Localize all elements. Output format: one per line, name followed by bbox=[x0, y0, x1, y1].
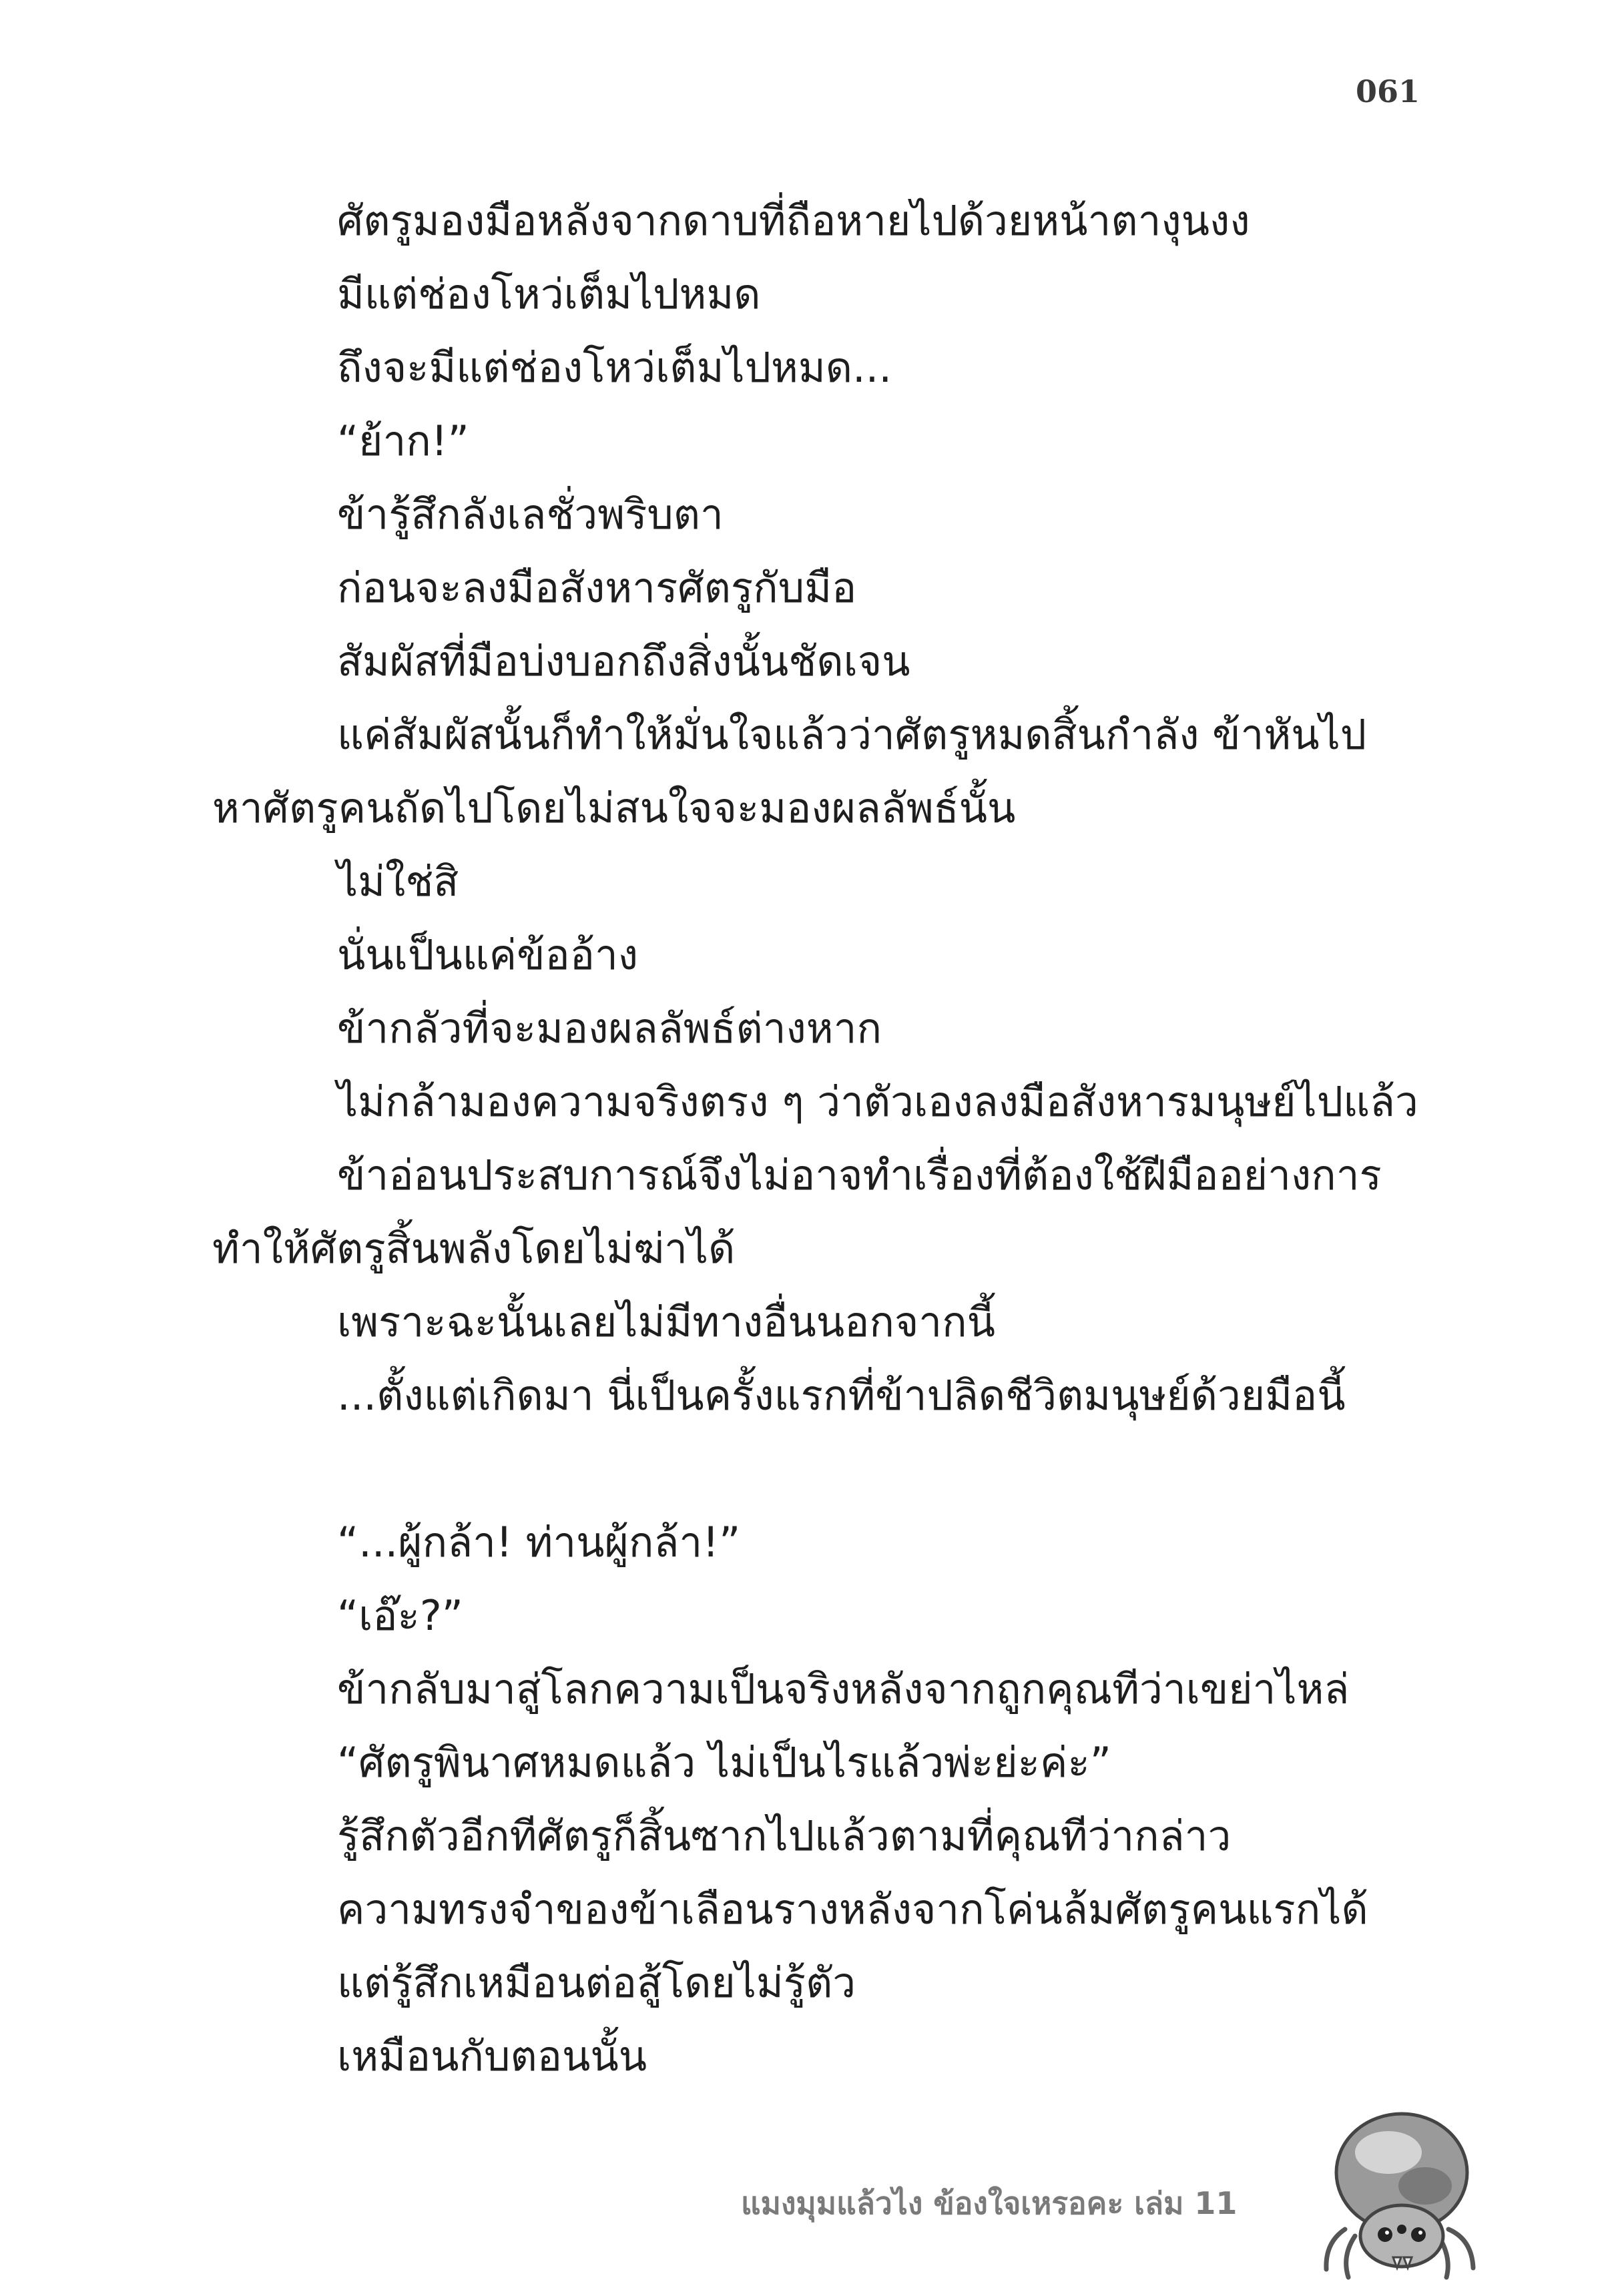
text-line: ข้ารู้สึกลังเลชั่วพริบตา bbox=[337, 490, 724, 539]
spider-mascot-icon bbox=[1318, 2102, 1485, 2283]
book-title-footer: แมงมุมแล้วไง ข้องใจเหรอคะ เล่ม 11 bbox=[741, 2185, 1238, 2221]
text-line: ข้าอ่อนประสบการณ์จึงไม่อาจทำเรื่องที่ต้องใช้ฝีมืออย่างการ bbox=[337, 1151, 1382, 1199]
text-line: “ย้าก!” bbox=[337, 416, 469, 465]
text-line: “ศัตรูพินาศหมดแล้ว ไม่เป็นไรแล้วพ่ะย่ะค่ะ” bbox=[337, 1738, 1111, 1787]
text-line: “เอ๊ะ?” bbox=[337, 1591, 463, 1640]
text-line: ไม่กล้ามองความจริงตรง ๆ ว่าตัวเองลงมือสังหารมนุษย์ไปแล้ว bbox=[337, 1077, 1418, 1126]
text-line: ก่อนจะลงมือสังหารศัตรูกับมือ bbox=[337, 563, 857, 612]
text-line: ...ตั้งแต่เกิดมา นี่เป็นครั้งแรกที่ข้าปลิดชีวิตมนุษย์ด้วยมือนี้ bbox=[337, 1371, 1346, 1420]
text-line: ศัตรูมองมือหลังจากดาบที่ถือหายไปด้วยหน้าตางุนงง bbox=[337, 196, 1250, 245]
text-line: ทำให้ศัตรูสิ้นพลังโดยไม่ฆ่าได้ bbox=[212, 1224, 736, 1273]
text-line: สัมผัสที่มือบ่งบอกถึงสิ่งนั้นชัดเจน bbox=[337, 637, 910, 685]
text-line: ข้ากลัวที่จะมองผลลัพธ์ต่างหาก bbox=[337, 1004, 882, 1053]
text-line: นั่นเป็นแค่ข้ออ้าง bbox=[337, 930, 639, 979]
text-line: รู้สึกตัวอีกทีศัตรูก็สิ้นซากไปแล้วตามที่คุณทีว่ากล่าว bbox=[337, 1811, 1232, 1860]
text-line: แต่รู้สึกเหมือนต่อสู้โดยไม่รู้ตัว bbox=[337, 1958, 856, 2007]
text-line: มีแต่ช่องโหว่เต็มไปหมด bbox=[337, 270, 761, 318]
text-line: แค่สัมผัสนั้นก็ทำให้มั่นใจแล้วว่าศัตรูหมดสิ้นกำลัง ข้าหันไป bbox=[337, 710, 1367, 759]
page-number: 061 bbox=[1355, 73, 1420, 109]
text-line: ข้ากลับมาสู่โลกความเป็นจริงหลังจากถูกคุณทีว่าเขย่าไหล่ bbox=[337, 1665, 1350, 1713]
text-line: ไม่ใช่สิ bbox=[337, 857, 459, 906]
text-line: “...ผู้กล้า! ท่านผู้กล้า!” bbox=[337, 1518, 741, 1566]
text-line: หาศัตรูคนถัดไปโดยไม่สนใจจะมองผลลัพธ์นั้น bbox=[212, 784, 1016, 832]
text-line: เหมือนกับตอนนั้น bbox=[337, 2032, 647, 2080]
text-line: ความทรงจำของข้าเลือนรางหลังจากโค่นล้มศัตรูคนแรกได้ bbox=[337, 1885, 1368, 1934]
text-line: เพราะฉะนั้นเลยไม่มีทางอื่นนอกจากนี้ bbox=[337, 1298, 996, 1346]
text-line: ถึงจะมีแต่ช่องโหว่เต็มไปหมด... bbox=[337, 343, 892, 392]
